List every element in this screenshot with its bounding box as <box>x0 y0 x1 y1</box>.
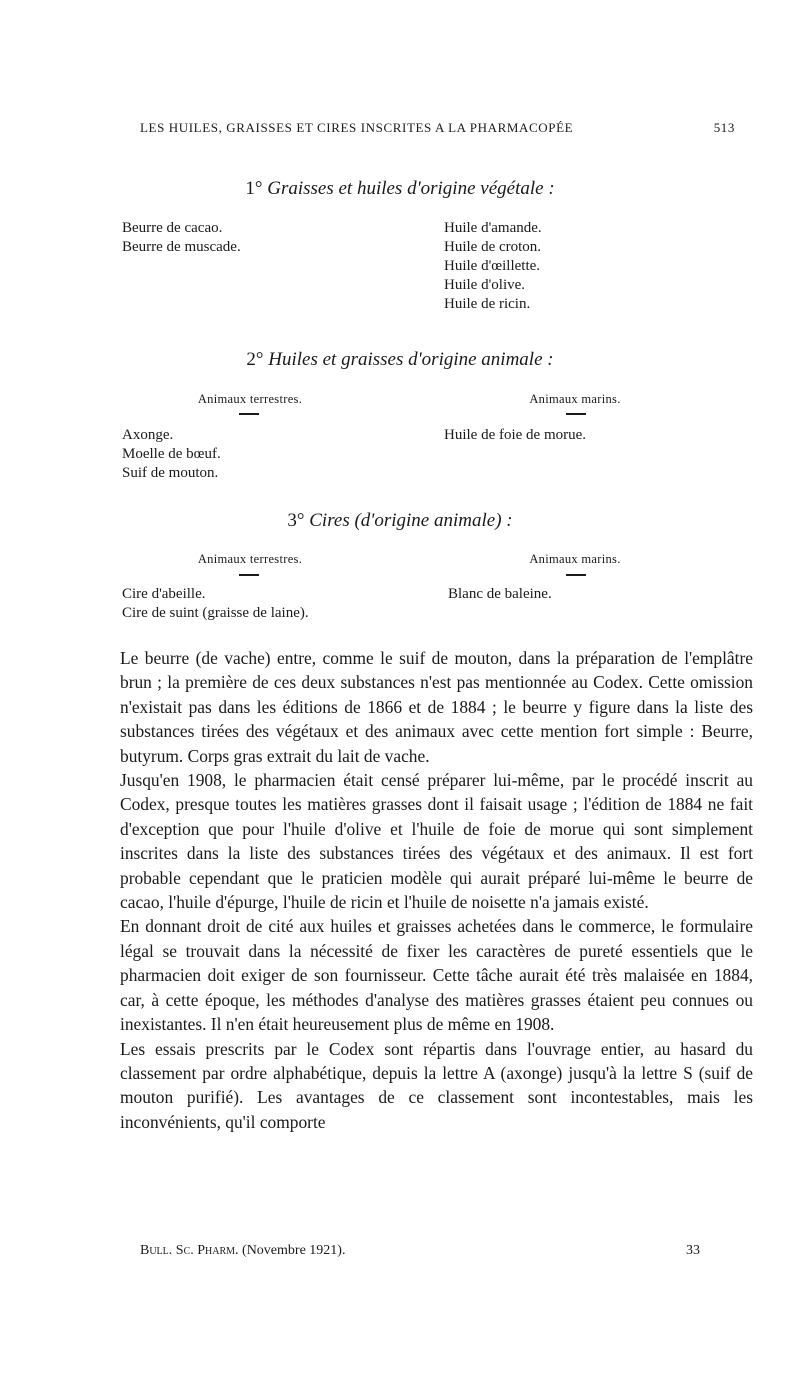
list-item: Moelle de bœuf. <box>122 446 221 462</box>
section3-left-heading: Animaux terrestres. <box>197 552 303 566</box>
section3-right-heading: Animaux marins. <box>529 552 621 566</box>
list-item: Beurre de cacao. <box>122 220 223 236</box>
section2-title <box>0 349 800 371</box>
section3-heading: Cires (d'origine animale) : <box>309 510 513 531</box>
section2-left-heading: Animaux terrestres. <box>197 392 303 406</box>
running-head <box>140 120 735 136</box>
section2-number: 2° <box>246 349 264 370</box>
section3-number: 3° <box>287 510 305 531</box>
section3-right-list <box>448 585 552 604</box>
list-item: Huile d'œillette. <box>444 258 541 274</box>
journal-name: Bull. Sc. Pharm. <box>140 1243 239 1258</box>
section1-title <box>0 178 800 200</box>
list-item: Huile de croton. <box>444 239 542 255</box>
list-item: Axonge. <box>122 427 174 443</box>
section2-left-list <box>122 426 221 483</box>
section2-right-dash <box>566 413 586 415</box>
paragraph-2: Jusqu'en 1908, le pharmacien était censé préparer lui-même, par le procédé inscrit au Codex, presque toutes les matières grasses dont il faisait usage ; l'édition de 1884 ne fait d'exception que pour l'huile d'olive et l'huile de foie de morue qui sont simplement inscrites dans la liste des substances tirées des végétaux et des animaux. Il est fort probable cependant que le praticien modèle qui aurait préparé lui-même le beurre de cacao, l'huile d'épurge, l'huile de ricin et l'huile de noisette n'a jamais existé. <box>120 770 753 913</box>
section3-right-dash <box>566 574 586 576</box>
list-item: Huile d'olive. <box>444 277 526 293</box>
body-text <box>120 646 753 1134</box>
list-item: Huile de foie de morue. <box>444 427 587 443</box>
section2-right-heading: Animaux marins. <box>529 392 621 406</box>
signature-mark: 33 <box>686 1243 700 1258</box>
section3-left-dash <box>239 574 259 576</box>
section1-heading: Graisses et huiles d'origine végétale : <box>267 178 555 199</box>
list-item: Cire de suint (graisse de laine). <box>122 605 309 621</box>
section2-left-dash <box>239 413 259 415</box>
section1-right-list <box>444 219 542 314</box>
section3-title <box>0 510 800 532</box>
page-number: 513 <box>713 120 735 135</box>
section2-right-list <box>444 426 586 445</box>
list-item: Blanc de baleine. <box>448 586 552 602</box>
list-item: Cire d'abeille. <box>122 586 206 602</box>
issue-date: (Novembre 1921). <box>242 1243 346 1258</box>
paragraph-4: Les essais prescrits par le Codex sont répartis dans l'ouvrage entier, au hasard du classement par ordre alphabétique, depuis la lettre A (axonge) jusqu'à la lettre S (suif de mouton purifié). Les avantages de ce classement sont incontestables, mais les inconvénients, qu'il comporte <box>120 1038 753 1132</box>
list-item: Huile d'amande. <box>444 220 542 236</box>
footer-citation <box>140 1243 345 1259</box>
list-item: Beurre de muscade. <box>122 239 241 255</box>
section2-heading: Huiles et graisses d'origine animale : <box>268 349 554 370</box>
section3-left-list <box>122 585 309 623</box>
list-item: Suif de mouton. <box>122 465 219 481</box>
list-item: Huile de ricin. <box>444 296 531 312</box>
section1-left-list <box>122 219 241 257</box>
page-footer <box>140 1243 700 1259</box>
paragraph-3: En donnant droit de cité aux huiles et graisses achetées dans le commerce, le formulaire légal se trouvait dans la nécessité de fixer les caractères de pureté essentiels que le pharmacien doit exiger de son fournisseur. Cette tâche aurait été très malaisée en 1884, car, à cette époque, les méthodes d'analyse des matières grasses étaient peu connues ou inexistantes. Il n'en était heureusement plus de même en 1908. <box>120 916 753 1035</box>
section1-number: 1° <box>245 178 263 199</box>
paragraph-1: Le beurre (de vache) entre, comme le suif de mouton, dans la préparation de l'emplâtre brun ; la première de ces deux substances n'est pas mentionnée au Codex. Cette omission n'existait pas dans les éditions de 1866 et de 1884 ; le beurre y figure dans la liste des substances tirées des végétaux et des animaux avec cette mention fort simple : Beurre, butyrum. Corps gras extrait du lait de vache. <box>120 648 753 766</box>
running-head-title: LES HUILES, GRAISSES ET CIRES INSCRITES A LA PHARMACOPÉE <box>140 120 574 135</box>
